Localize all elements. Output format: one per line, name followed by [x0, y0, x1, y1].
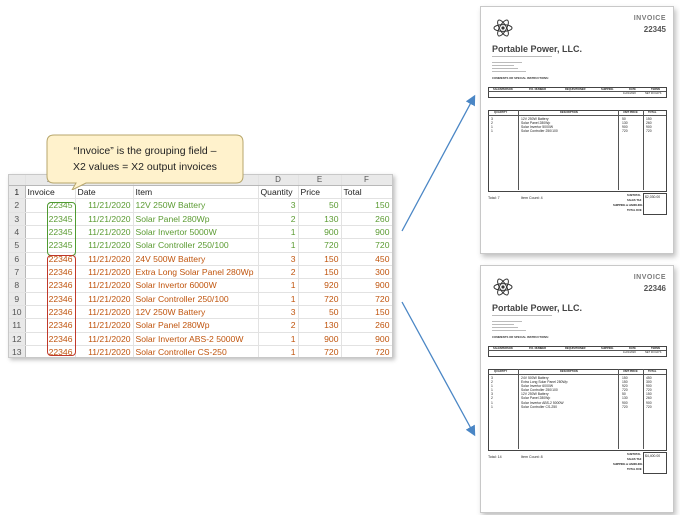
quantity-column-header: QUANTITY — [494, 370, 508, 373]
invoice-document-22346 — [480, 265, 674, 513]
cell-date[interactable]: 11/21/2020 — [75, 252, 133, 265]
row-number[interactable]: 4 — [9, 226, 25, 239]
grid-line — [518, 369, 519, 449]
item-quantities: 3 2 1 1 3 2 1 1 — [491, 376, 493, 409]
grid-line — [488, 115, 666, 116]
total-due-label: TOTAL DUE — [627, 468, 642, 471]
company-name: Portable Power, LLC. — [492, 303, 583, 313]
cell-date[interactable]: 11/21/2020 — [75, 226, 133, 239]
description-column-header: DESCRIPTION — [560, 111, 578, 114]
address-line — [492, 327, 518, 328]
cell-quantity[interactable]: 2 — [258, 319, 298, 332]
cell-invoice[interactable]: 22345 — [25, 239, 75, 252]
address-line — [492, 68, 518, 69]
order-terms: NET 30 DAYS — [645, 92, 662, 96]
cell-item[interactable]: 12V 250W Battery — [133, 306, 258, 319]
cell-header-invoice[interactable]: Invoice — [25, 186, 75, 199]
address-line — [492, 324, 514, 325]
cell-item[interactable]: 12V 250W Battery — [133, 199, 258, 212]
cell-price[interactable]: 150 — [298, 252, 341, 265]
address-line — [492, 65, 514, 66]
cell-item[interactable]: Solar Panel 280Wp — [133, 319, 258, 332]
grid-line — [488, 374, 666, 375]
callout-line-2: X2 values = X2 output invoices — [73, 161, 217, 173]
cell-invoice[interactable]: 22346 — [25, 346, 75, 358]
cell-quantity[interactable]: 2 — [258, 266, 298, 279]
invoice-number: 22345 — [643, 25, 666, 34]
salesperson-header: SALESPERSON — [493, 346, 513, 350]
invoice-heading: INVOICE — [633, 15, 666, 22]
cell-item[interactable]: 24V 500W Battery — [133, 252, 258, 265]
cell-date[interactable]: 11/21/2020 — [75, 332, 133, 345]
cell-quantity[interactable]: 1 — [258, 346, 298, 358]
row-number[interactable]: 1 — [9, 186, 25, 199]
item-totals: 150 260 900 720 — [646, 117, 652, 134]
grid-line — [618, 110, 619, 190]
cell-date[interactable]: 11/21/2020 — [75, 346, 133, 358]
cell-quantity[interactable]: 3 — [258, 252, 298, 265]
cell-price[interactable]: 50 — [298, 306, 341, 319]
total-column-header: TOTAL — [648, 370, 657, 373]
cell-quantity[interactable]: 1 — [258, 292, 298, 305]
column-header-e[interactable]: E — [298, 175, 341, 186]
grid-line — [488, 91, 666, 92]
cell-price[interactable]: 130 — [298, 212, 341, 225]
item-descriptions: 12V 250W Battery Solar Panel 280Wp Solar Invertor 5000W Solar Controller 250/100 — [521, 117, 558, 134]
item-unit-prices: 150 150 920 720 50 130 900 720 — [622, 376, 628, 409]
cell-invoice[interactable]: 22345 — [25, 199, 75, 212]
date-header: DATE — [629, 346, 636, 350]
cell-price[interactable]: 150 — [298, 266, 341, 279]
cell-price[interactable]: 900 — [298, 332, 341, 345]
cell-total[interactable]: 900 — [341, 332, 392, 345]
po-number-header: P.O. NUMBER — [529, 87, 546, 91]
row-number[interactable]: 10 — [9, 306, 25, 319]
order-date: 11/21/2020 — [623, 351, 636, 355]
cell-invoice[interactable]: 22345 — [25, 226, 75, 239]
cell-total[interactable]: 260 — [341, 319, 392, 332]
row-number[interactable]: 12 — [9, 332, 25, 345]
invoice-document-22345 — [480, 6, 674, 254]
arrow-to-invoice-22346 — [402, 302, 474, 434]
requisitioner-header: REQUISITIONER — [565, 87, 586, 91]
cell-date[interactable]: 11/21/2020 — [75, 292, 133, 305]
cell-date[interactable]: 11/21/2020 — [75, 212, 133, 225]
cell-quantity[interactable]: 2 — [258, 212, 298, 225]
cell-item[interactable]: Solar Controller 250/100 — [133, 239, 258, 252]
cell-price[interactable]: 720 — [298, 346, 341, 358]
total-due-label: TOTAL DUE — [627, 209, 642, 212]
shipping-handling-label: SHIPPING & HANDLING — [613, 463, 643, 466]
cell-item[interactable]: Solar Panel 280Wp — [133, 212, 258, 225]
cell-invoice[interactable]: 22345 — [25, 212, 75, 225]
salesperson-header: SALESPERSON — [493, 87, 513, 91]
cell-quantity[interactable]: 1 — [258, 332, 298, 345]
row-number[interactable]: 11 — [9, 319, 25, 332]
cell-header-price[interactable]: Price — [298, 186, 341, 199]
grid-line — [643, 369, 644, 449]
total-quantity: Total: 14 — [488, 455, 502, 459]
cell-date[interactable]: 11/21/2020 — [75, 199, 133, 212]
invoice-22346-group-outline — [47, 255, 76, 356]
cell-price[interactable]: 50 — [298, 199, 341, 212]
cell-price[interactable]: 720 — [298, 292, 341, 305]
row-number[interactable]: 6 — [9, 252, 25, 265]
subtotal-value: $2,030.00 — [645, 194, 661, 199]
cell-total[interactable]: 300 — [341, 266, 392, 279]
callout-line-1: “Invoice” is the grouping field – — [73, 145, 217, 157]
subtotal-label: SUBTOTAL — [627, 194, 641, 197]
company-name: Portable Power, LLC. — [492, 44, 583, 54]
cell-date[interactable]: 11/21/2020 — [75, 279, 133, 292]
quantity-column-header: QUANTITY — [494, 111, 508, 114]
cell-invoice[interactable]: 22346 — [25, 279, 75, 292]
cell-invoice[interactable]: 22346 — [25, 252, 75, 265]
order-terms: NET 30 DAYS — [645, 351, 662, 355]
column-header-d[interactable]: D — [258, 175, 298, 186]
cell-price[interactable]: 900 — [298, 226, 341, 239]
cell-price[interactable]: 720 — [298, 239, 341, 252]
row-number[interactable]: 5 — [9, 239, 25, 252]
cell-item[interactable]: Extra Long Solar Panel 280Wp — [133, 266, 258, 279]
row-number[interactable]: 9 — [9, 292, 25, 305]
cell-invoice[interactable]: 22346 — [25, 306, 75, 319]
subtotal-label: SUBTOTAL — [627, 453, 641, 456]
cell-item[interactable]: Solar Controller CS-250 — [133, 346, 258, 358]
arrow-to-invoice-22345 — [402, 97, 474, 231]
item-unit-prices: 50 130 900 720 — [622, 117, 628, 134]
terms-header: TERMS — [651, 346, 661, 350]
cell-header-quantity[interactable]: Quantity — [258, 186, 298, 199]
cell-total[interactable]: 720 — [341, 292, 392, 305]
address-line — [492, 330, 526, 331]
item-descriptions: 24V 500W Battery Extra Long Solar Panel 280Wp Solar Invertor 6000W Solar Controller 250/100 12V 250W Battery Solar Panel 280Wp Solar Invertor ABS-2 5000W Solar Controller CS-250 — [521, 376, 568, 409]
address-line — [492, 321, 522, 322]
address-line — [492, 62, 522, 63]
cell-quantity[interactable]: 3 — [258, 199, 298, 212]
comments-label: COMMENTS OR SPECIAL INSTRUCTIONS: — [492, 76, 549, 80]
date-header: DATE — [629, 87, 636, 91]
grid-line — [518, 110, 519, 190]
row-number[interactable]: 3 — [9, 212, 25, 225]
line-items-grid — [488, 110, 667, 192]
requisitioner-header: REQUISITIONER — [565, 346, 586, 350]
comments-label: COMMENTS OR SPECIAL INSTRUCTIONS: — [492, 335, 549, 339]
invoice-22345-group-outline — [47, 202, 76, 256]
cell-header-item[interactable]: Item — [133, 186, 258, 199]
cell-total[interactable]: 450 — [341, 252, 392, 265]
cell-invoice[interactable]: 22346 — [25, 319, 75, 332]
atom-logo-icon — [493, 17, 513, 39]
shipping-header: SHIPPING — [601, 87, 614, 91]
cell-date[interactable]: 11/21/2020 — [75, 239, 133, 252]
cell-total[interactable]: 150 — [341, 199, 392, 212]
row-number[interactable]: 13 — [9, 346, 25, 358]
cell-invoice[interactable]: 22346 — [25, 266, 75, 279]
atom-logo-icon — [493, 276, 513, 298]
cell-item[interactable]: Solar Controller 250/100 — [133, 292, 258, 305]
cell-quantity[interactable]: 1 — [258, 279, 298, 292]
callout-bubble — [46, 134, 244, 186]
cell-header-total[interactable]: Total — [341, 186, 392, 199]
cell-price[interactable]: 130 — [298, 319, 341, 332]
line-items-grid — [488, 369, 667, 451]
shipping-handling-label: SHIPPING & HANDLING — [613, 204, 643, 207]
company-tagline — [492, 315, 552, 316]
cell-quantity[interactable]: 3 — [258, 306, 298, 319]
cell-quantity[interactable]: 1 — [258, 239, 298, 252]
cell-invoice[interactable]: 22346 — [25, 292, 75, 305]
cell-date[interactable]: 11/21/2020 — [75, 266, 133, 279]
cell-price[interactable]: 920 — [298, 279, 341, 292]
cell-date[interactable]: 11/21/2020 — [75, 306, 133, 319]
cell-item[interactable]: Solar Invertor 5000W — [133, 226, 258, 239]
item-count: Item Count: 8 — [521, 455, 543, 459]
corner-cell[interactable] — [9, 175, 25, 186]
cell-invoice[interactable]: 22346 — [25, 332, 75, 345]
cell-header-date[interactable]: Date — [75, 186, 133, 199]
po-number-header: P.O. NUMBER — [529, 346, 546, 350]
total-column-header: TOTAL — [648, 111, 657, 114]
cell-total[interactable]: 150 — [341, 306, 392, 319]
unit-price-column-header: UNIT PRICE — [623, 370, 638, 373]
row-number[interactable]: 7 — [9, 266, 25, 279]
cell-quantity[interactable]: 1 — [258, 226, 298, 239]
total-quantity: Total: 7 — [488, 196, 500, 200]
row-number[interactable]: 8 — [9, 279, 25, 292]
cell-item[interactable]: Solar Invertor 6000W — [133, 279, 258, 292]
terms-header: TERMS — [651, 87, 661, 91]
cell-total[interactable]: 720 — [341, 346, 392, 358]
item-totals: 450 300 900 720 150 260 900 720 — [646, 376, 652, 409]
sales-tax-label: SALES TAX — [627, 458, 642, 461]
shipping-header: SHIPPING — [601, 346, 614, 350]
order-date: 11/21/2020 — [623, 92, 636, 96]
grid-line — [643, 110, 644, 190]
sales-tax-label: SALES TAX — [627, 199, 642, 202]
description-column-header: DESCRIPTION — [560, 370, 578, 373]
grid-line — [618, 369, 619, 449]
invoice-heading: INVOICE — [633, 274, 666, 281]
item-quantities: 3 2 1 1 — [491, 117, 493, 134]
invoice-number: 22346 — [643, 284, 666, 293]
cell-date[interactable]: 11/21/2020 — [75, 319, 133, 332]
cell-total[interactable]: 900 — [341, 279, 392, 292]
unit-price-column-header: UNIT PRICE — [623, 111, 638, 114]
grid-line — [488, 350, 666, 351]
cell-item[interactable]: Solar Invertor ABS-2 5000W — [133, 332, 258, 345]
company-tagline — [492, 56, 552, 57]
subtotal-value: $4,400.00 — [645, 453, 661, 458]
row-number[interactable]: 2 — [9, 199, 25, 212]
cell-total[interactable]: 900 — [341, 226, 392, 239]
cell-total[interactable]: 260 — [341, 212, 392, 225]
column-header-f[interactable]: F — [341, 175, 392, 186]
address-line — [492, 71, 526, 72]
item-count: Item Count: 4 — [521, 196, 543, 200]
cell-total[interactable]: 720 — [341, 239, 392, 252]
